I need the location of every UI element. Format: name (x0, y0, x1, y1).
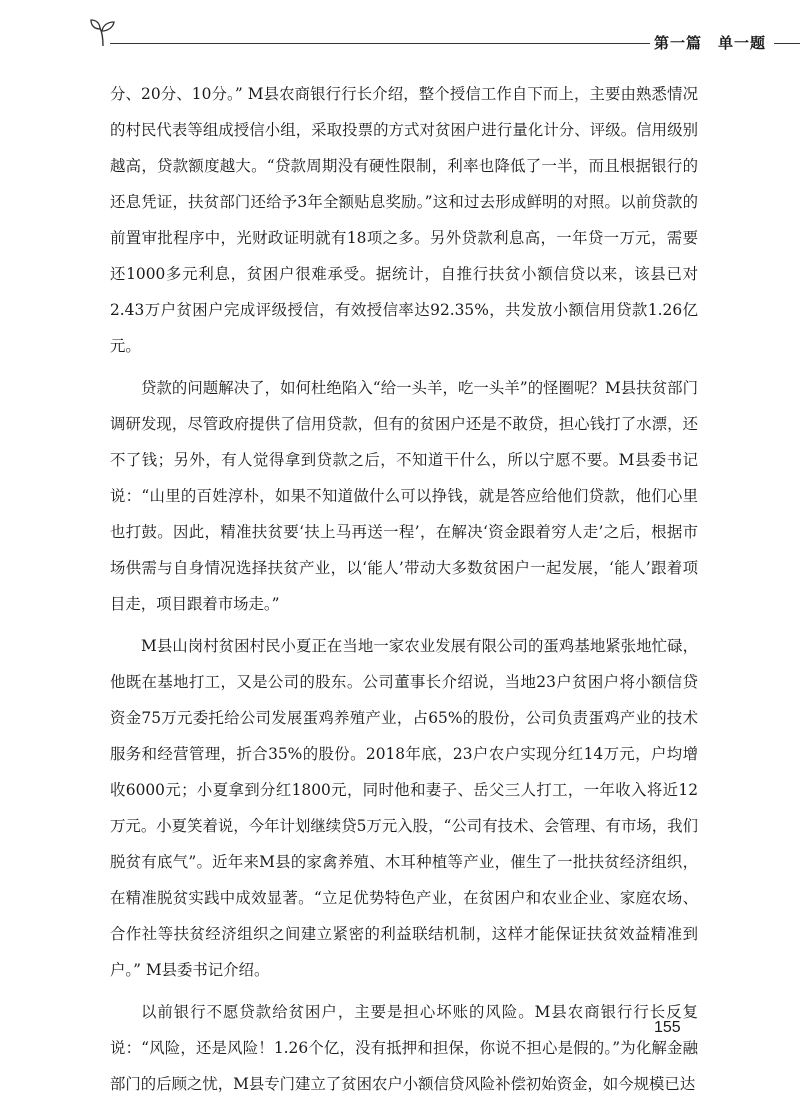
header-rule-left (110, 43, 650, 44)
page-number: 155 (654, 1019, 681, 1036)
paragraph: 分、20分、10分。” M县农商银行行长介绍，整个授信工作自下而上，主要由熟悉情况的村民代表等组成授信小组，采取投票的方式对贫困户进行量化计分、评级。信用级别越高，贷款额度越大。“贷款周期没有硬性限制，利率也降低了一半，而且根据银行的还息凭证，扶贫部门还给予3年全额贴息奖励。”这和过去形成鲜明的对照。以前贷款的前置审批程序中，光财政证明就有18项之多。另外贷款利息高，一年贷一万元，需要还1000多元利息，贫困户很难承受。据统计，自推行扶贫小额信贷以来，该县已对2.43万户贫困户完成评级授信，有效授信率达92.35%，共发放小额信用贷款1.26亿元。 (110, 85, 698, 355)
paragraph: M县山岗村贫困村民小夏正在当地一家农业发展有限公司的蛋鸡基地紧张地忙碌，他既在基地打工，又是公司的股东。公司董事长介绍说，当地23户贫困户将小额信贷资金75万元委托给公司发展蛋鸡养殖产业，占65%的股份，公司负责蛋鸡产业的技术服务和经营管理，折合35%的股份。2018年底，23户农户实现分红14万元，户均增收6000元；小夏拿到分红1800元，同时他和妻子、岳父三人打工，一年收入将近12万元。小夏笑着说，今年计划继续贷5万元入股，“公司有技术、会管理、有市场，我们脱贫有底气”。近年来M县的家禽养殖、木耳种植等产业，催生了一批扶贫经济组织，在精准脱贫实践中成效显著。“立足优势特色产业，在贫困户和农业企业、家庭农场、合作社等扶贫经济组织之间建立紧密的利益联结机制，这样才能保证扶贫效益精准到户。” M县委书记介绍。 (110, 637, 698, 979)
page-header (88, 14, 778, 54)
header-rule-right (774, 43, 800, 44)
paragraph: 以前银行不愿贷款给贫困户，主要是担心坏账的风险。M县农商银行行长反复说：“风险，还是风险！1.26个亿，没有抵押和担保，你说不担心是假的。”为化解金融部门的后顾之忧，M县专门建立了贫困农户小额信贷风险补偿初始资金，如今规模已达 (110, 1003, 698, 1093)
paragraph: 贷款的问题解决了，如何杜绝陷入“给一头羊，吃一头羊”的怪圈呢？M县扶贫部门调研发现，尽管政府提供了信用贷款，但有的贫困户还是不敢贷，担心钱打了水漂，还不了钱；另外，有人觉得拿到贷款之后，不知道干什么，所以宁愿不要。M县委书记说：“山里的百姓淳朴，如果不知道做什么可以挣钱，就是答应给他们贷款，他们心里也打鼓。因此，精准扶贫要‘扶上马再送一程’，在解决‘资金跟着穷人走’之后，根据市场供需与自身情况选择扶贫产业，以‘能人’带动大多数贫困户一起发展，‘能人’跟着项目走，项目跟着市场走。” (110, 379, 698, 613)
body-text (110, 76, 698, 1102)
section-title: 第一篇 单一题 (654, 34, 767, 52)
